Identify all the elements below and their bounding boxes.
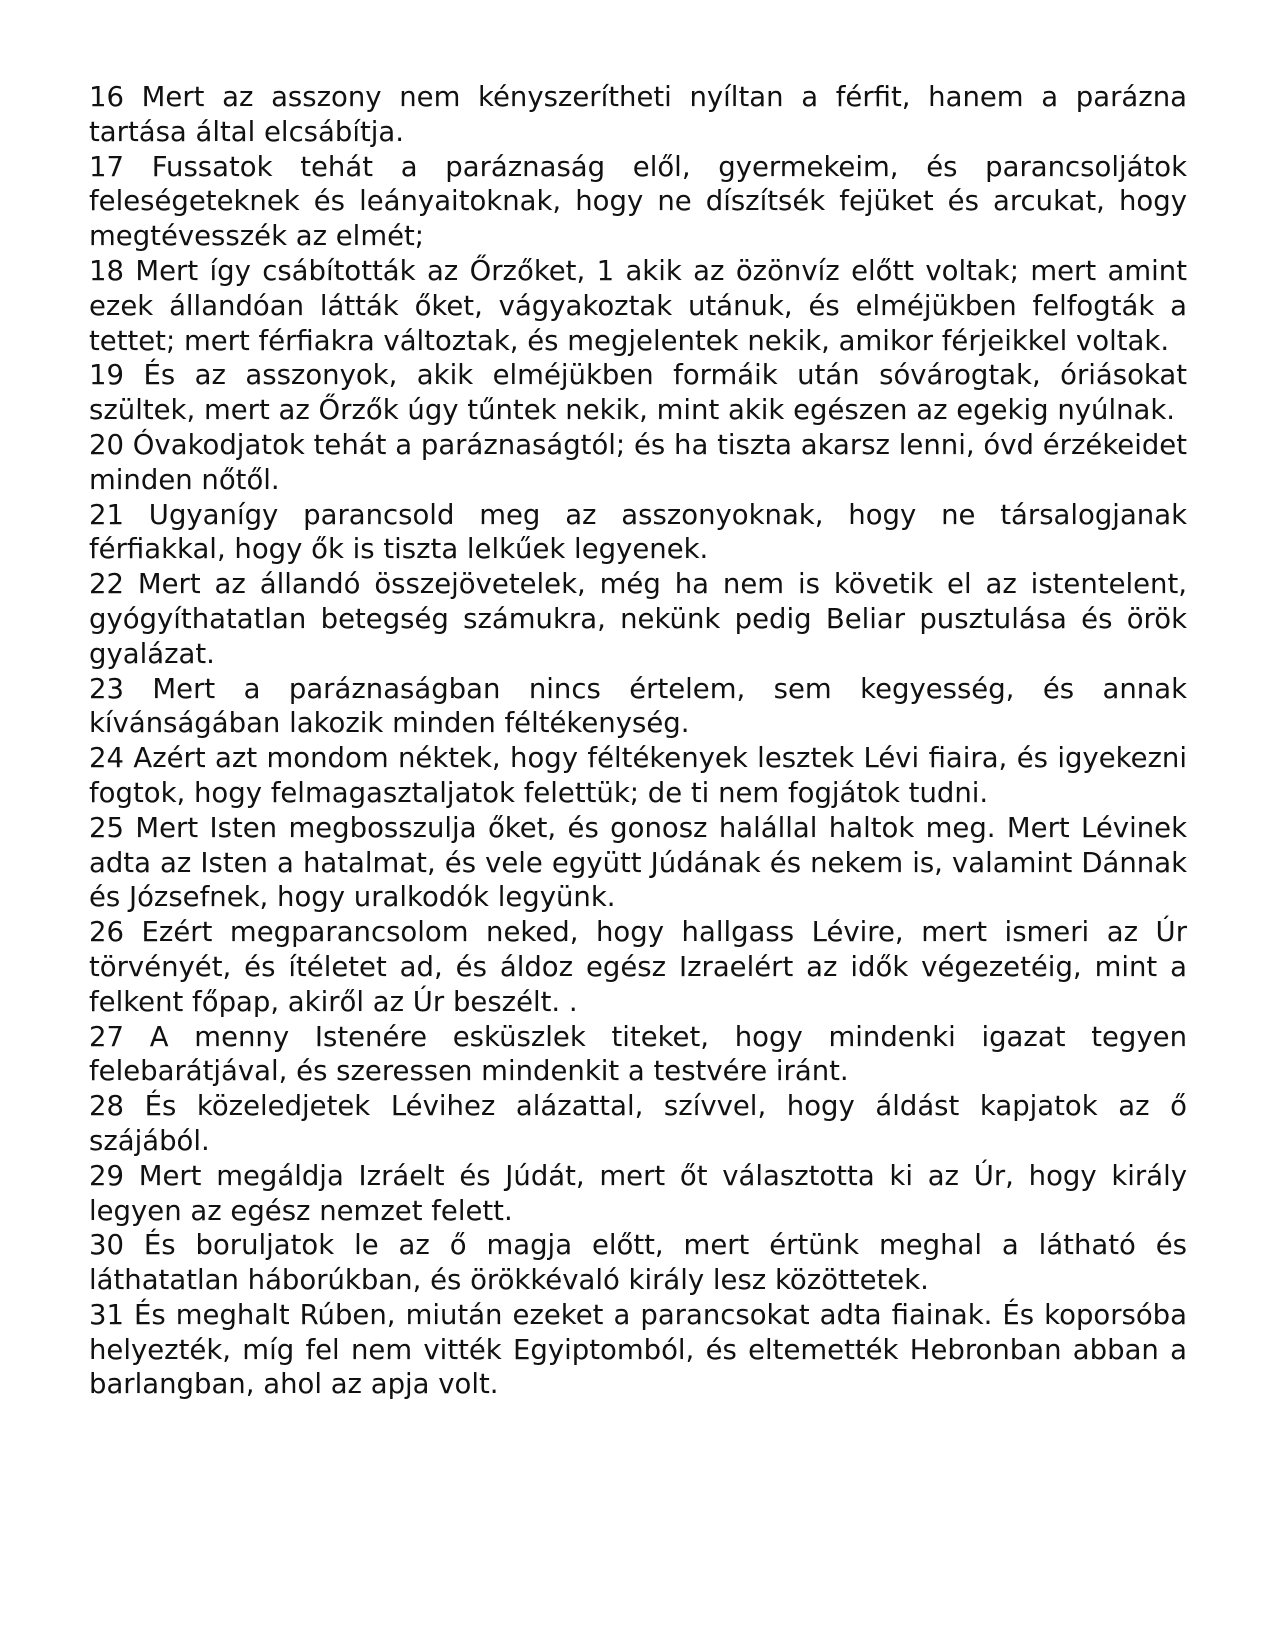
verse-31: 31 És meghalt Rúben, miután ezeket a parancsokat adta fiainak. És koporsóba helyezték, míg fel nem vitték Egyiptomból, és eltemették Hebronban abban a barlangban, ahol az apja volt. xyxy=(89,1298,1187,1401)
verse-22: 22 Mert az állandó összejövetelek, még ha nem is követik el az istentelent, gyógyíthatatlan betegség számukra, nekünk pedig Beliar pusztulása és örök gyalázat. xyxy=(89,568,1187,670)
verse-26: 26 Ezért megparancsolom neked, hogy hallgass Lévire, mert ismeri az Úr törvényét, és ítéletet ad, és áldoz egész Izraelért az idők végezetéig, mint a felkent főpap, akiről az Úr beszélt. . xyxy=(89,916,1187,1018)
verse-29: 29 Mert megáldja Izráelt és Júdát, mert őt választotta ki az Úr, hogy király legyen az egész nemzet felett. xyxy=(89,1159,1187,1227)
verse-20: 20 Óvakodjatok tehát a paráznaságtól; és ha tiszta akarsz lenni, óvd érzékeidet minden nőtől. xyxy=(89,428,1187,496)
verse-18: 18 Mert így csábították az Őrzőket, 1 akik az özönvíz előtt voltak; mert amint ezek állandóan látták őket, vágyakoztak utánuk, és elméjükben felfogták a tettet; mert férfiakra változtak, és megjelentek nekik, amikor férjeikkel voltak. xyxy=(89,254,1187,357)
verse-27: 27 A menny Istenére esküszlek titeket, hogy mindenki igazat tegyen felebarátjával, és szeressen mindenkit a testvére iránt. xyxy=(89,1020,1187,1088)
verse-17: 17 Fussatok tehát a paráznaság elől, gyermekeim, és parancsoljátok feleségeteknek és leányaitoknak, hogy ne díszítsék fejüket és arcukat, hogy megtévesszék az elmét; xyxy=(89,150,1187,253)
verse-19: 19 És az asszonyok, akik elméjükben formáik után sóvárogtak, óriásokat szültek, mert az Őrzők úgy tűntek nekik, mint akik egészen az egekig nyúlnak. xyxy=(89,359,1187,427)
verse-24: 24 Azért azt mondom néktek, hogy féltékenyek lesztek Lévi fiaira, és igyekezni fogtok, hogy felmagasztaljatok felettük; de ti nem fogjátok tudni. xyxy=(89,742,1187,809)
verse-28: 28 És közeledjetek Lévihez alázattal, szívvel, hogy áldást kapjatok az ő szájából. xyxy=(89,1090,1187,1157)
verse-21: 21 Ugyanígy parancsold meg az asszonyoknak, hogy ne társalogjanak férfiakkal, hogy ők is tiszta lelkűek legyenek. xyxy=(89,498,1187,566)
verse-25: 25 Mert Isten megbosszulja őket, és gonosz halállal haltok meg. Mert Lévinek adta az Isten a hatalmat, és vele együtt Júdának és nekem is, valamint Dánnak és Józsefnek, hogy uralkodók legyünk. xyxy=(89,811,1187,914)
verse-30: 30 És boruljatok le az ő magja előtt, mert értünk meghal a látható és láthatatlan háborúkban, és örökkévaló király lesz közöttetek. xyxy=(89,1229,1187,1297)
document-page xyxy=(89,80,1187,1402)
verse-16: 16 Mert az asszony nem kényszerítheti nyíltan a férfit, hanem a parázna tartása által elcsábítja. xyxy=(89,81,1187,148)
verse-23: 23 Mert a paráznaságban nincs értelem, sem kegyesség, és annak kívánságában lakozik minden féltékenység. xyxy=(89,672,1187,740)
